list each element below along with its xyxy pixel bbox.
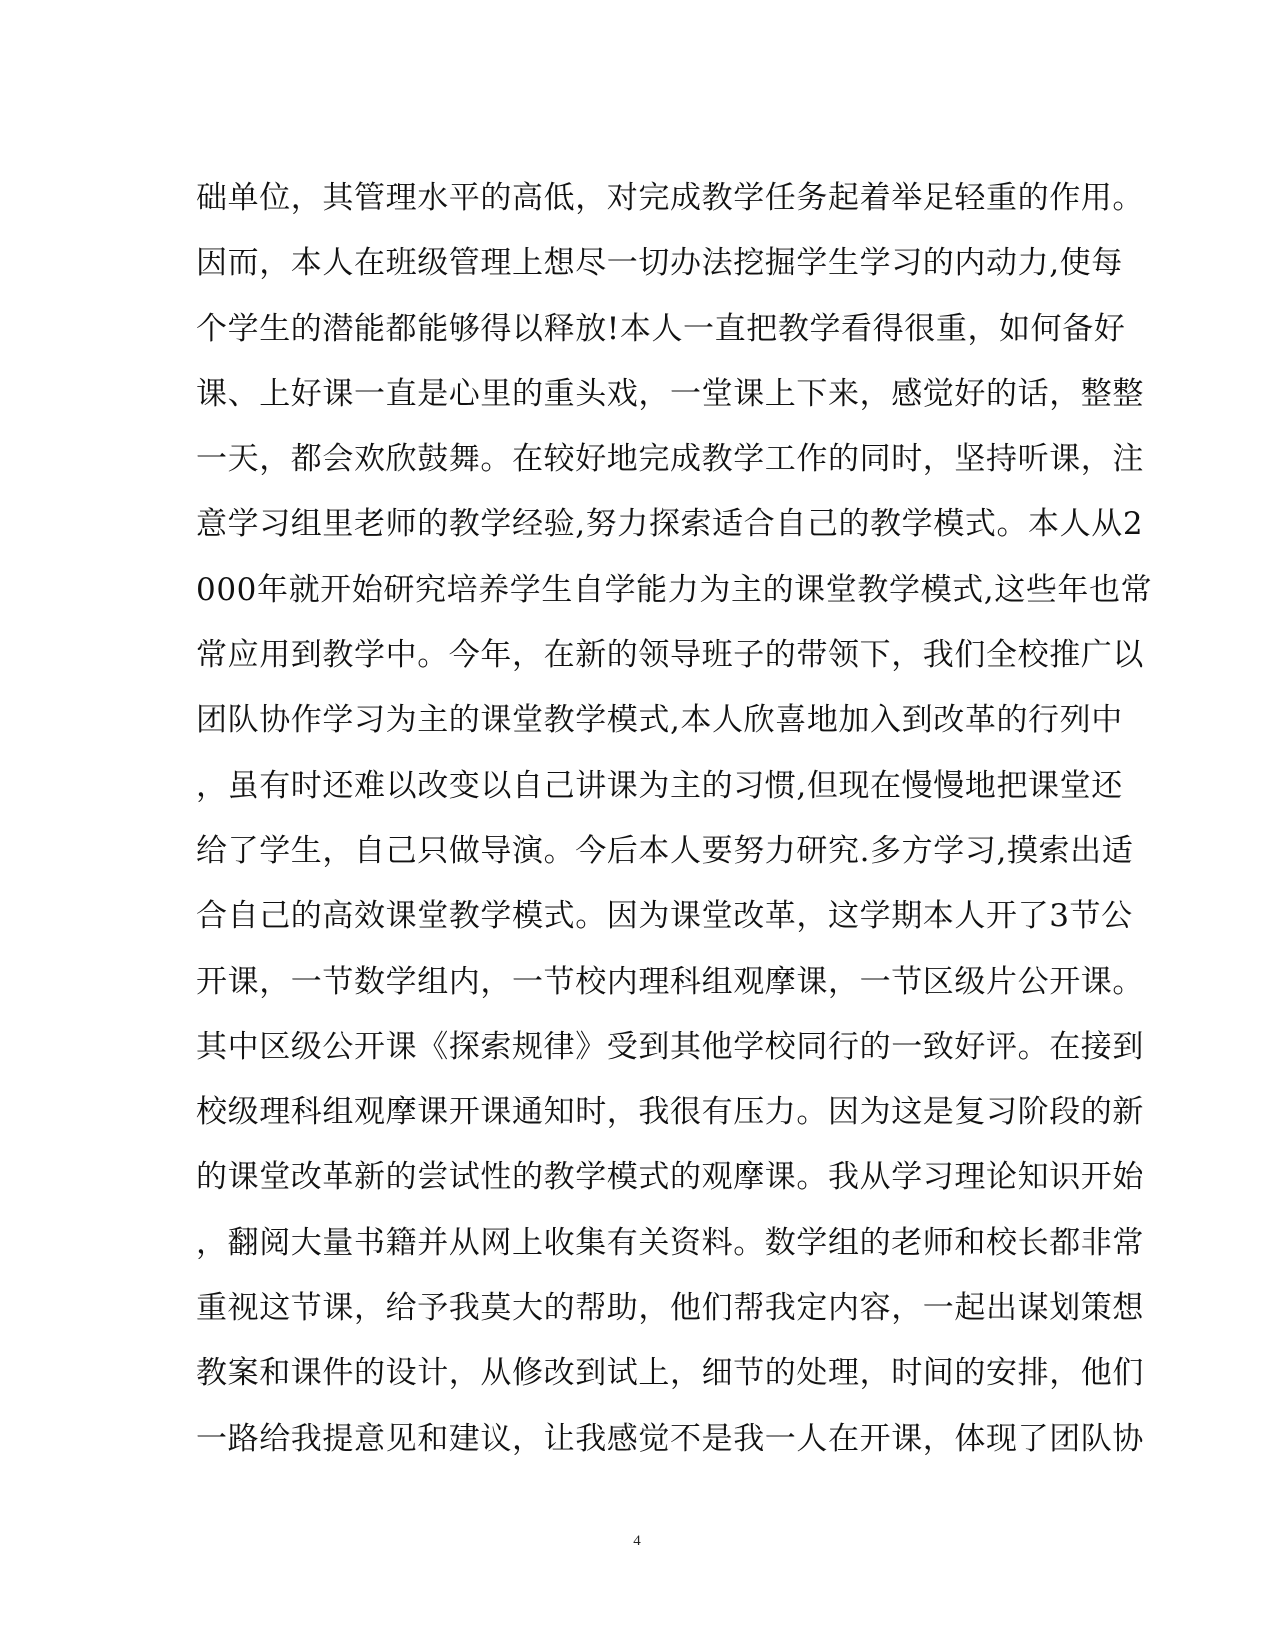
text-line: 团队协作学习为主的课堂教学模式,本人欣喜地加入到改革的行列中 xyxy=(196,702,1123,739)
text-line: 000年就开始研究培养学生自学能力为主的课堂教学模式,这些年也常 xyxy=(196,571,1153,608)
text-line: 的课堂改革新的尝试性的教学模式的观摩课。我从学习理论知识开始 xyxy=(196,1159,1144,1196)
text-line: 合自己的高效课堂教学模式。因为课堂改革，这学期本人开了3节公 xyxy=(196,898,1133,935)
text-line: 一路给我提意见和建议，让我感觉不是我一人在开课，体现了团队协 xyxy=(196,1420,1144,1457)
text-line: 教案和课件的设计，从修改到试上，细节的处理，时间的安排，他们 xyxy=(196,1355,1144,1392)
text-line: 个学生的潜能都能够得以释放!本人一直把教学看得很重，如何备好 xyxy=(196,310,1126,347)
text-line: 础单位，其管理水平的高低，对完成教学任务起着举足轻重的作用。 xyxy=(196,180,1144,216)
text-line: 一天，都会欢欣鼓舞。在较好地完成教学工作的同时，坚持听课，注 xyxy=(196,441,1144,478)
text-line: 其中区级公开课《探索规律》受到其他学校同行的一致好评。在接到 xyxy=(196,1028,1144,1065)
text-line: 给了学生，自己只做导演。今后本人要努力研究.多方学习,摸索出适 xyxy=(196,832,1134,869)
text-line: 因而，本人在班级管理上想尽一切办法挖掘学生学习的内动力,使每 xyxy=(196,245,1123,282)
text-line: 常应用到教学中。今年，在新的领导班子的带领下，我们全校推广以 xyxy=(196,637,1144,674)
text-line: 课、上好课一直是心里的重头戏，一堂课上下来，感觉好的话，整整 xyxy=(196,375,1144,412)
text-line: 重视这节课，给予我莫大的帮助，他们帮我定内容，一起出谋划策想 xyxy=(196,1290,1144,1327)
page-number: 4 xyxy=(633,1533,641,1549)
text-line: ，虽有时还难以改变以自己讲课为主的习惯,但现在慢慢地把课堂还 xyxy=(196,767,1123,804)
text-line: ，翻阅大量书籍并从网上收集有关资料。数学组的老师和校长都非常 xyxy=(196,1224,1144,1261)
body-text xyxy=(196,166,1153,1472)
text-line: 开课，一节数学组内，一节校内理科组观摩课，一节区级片公开课。 xyxy=(196,963,1144,1000)
text-line: 意学习组里老师的教学经验,努力探索适合自己的教学模式。本人从2 xyxy=(196,506,1144,543)
text-line: 校级理科组观摩课开课通知时，我很有压力。因为这是复习阶段的新 xyxy=(196,1094,1144,1131)
